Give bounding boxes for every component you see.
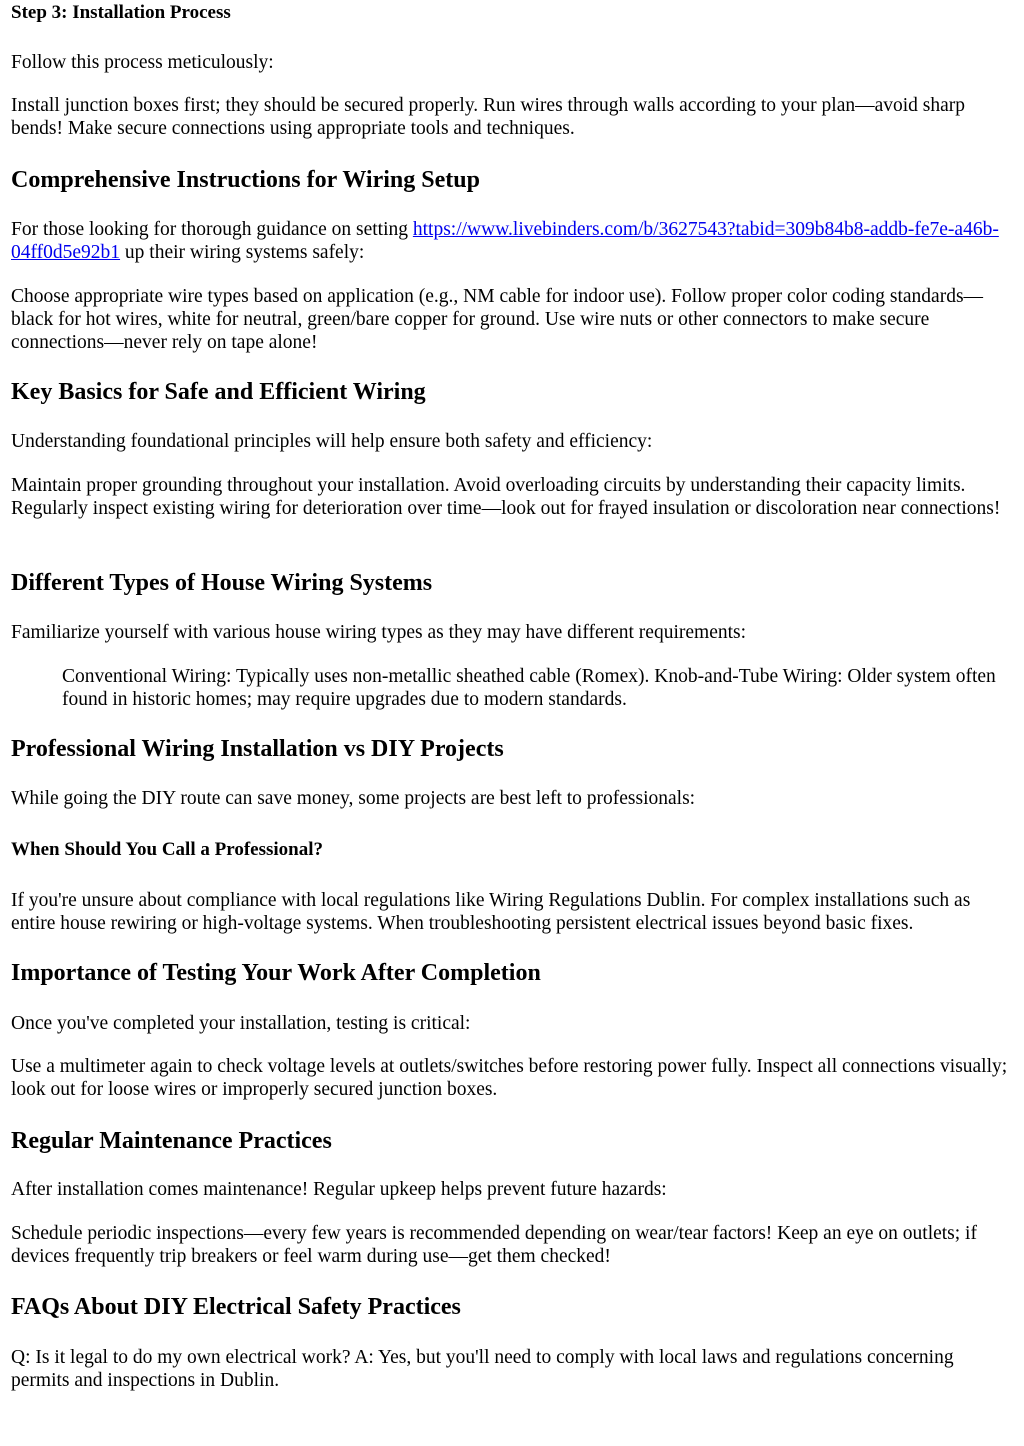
comprehensive-intro-after: up their wiring systems safely: <box>120 242 365 263</box>
types-heading: Different Types of House Wiring Systems <box>11 570 433 596</box>
step3-intro: Follow this process meticulously: <box>11 52 274 73</box>
types-intro: Familiarize yourself with various house wiring types as they may have different requirements: <box>11 622 747 643</box>
types-quote: Conventional Wiring: Typically uses non-metallic sheathed cable (Romex). Knob-and-Tube Wiring: Older system often found in historic homes; may require upgrades due to modern standards. <box>62 666 996 710</box>
professional-subheading: When Should You Call a Professional? <box>11 839 323 860</box>
testing-intro: Once you've completed your installation, testing is critical: <box>11 1013 471 1034</box>
maintenance-body: Schedule periodic inspections—every few years is recommended depending on wear/tear factors! Keep an eye on outlets; if devices frequently trip breakers or feel warm during use—get them checked! <box>11 1223 977 1267</box>
professional-body: If you're unsure about compliance with local regulations like Wiring Regulations Dublin. For complex installations such as entire house rewiring or high-voltage systems. When troubleshooting persistent electrical issues beyond basic fixes. <box>11 890 971 934</box>
comprehensive-intro <box>11 218 1011 264</box>
maintenance-intro: After installation comes maintenance! Regular upkeep helps prevent future hazards: <box>11 1179 667 1200</box>
maintenance-heading: Regular Maintenance Practices <box>11 1128 332 1154</box>
faqs-heading: FAQs About DIY Electrical Safety Practices <box>11 1294 461 1320</box>
step3-heading: Step 3: Installation Process <box>11 2 231 23</box>
key-basics-intro: Understanding foundational principles will help ensure both safety and efficiency: <box>11 431 653 452</box>
testing-body: Use a multimeter again to check voltage levels at outlets/switches before restoring power fully. Inspect all connections visually; look out for loose wires or improperly secured junction boxes. <box>11 1056 1008 1100</box>
testing-heading: Importance of Testing Your Work After Completion <box>11 960 541 986</box>
faqs-body: Q: Is it legal to do my own electrical work? A: Yes, but you'll need to comply with local laws and regulations concerning permits and inspections in Dublin. <box>11 1347 954 1391</box>
step3-body: Install junction boxes first; they should be secured properly. Run wires through walls according to your plan—avoid sharp bends! Make secure connections using appropriate tools and techniques. <box>11 95 966 139</box>
professional-heading: Professional Wiring Installation vs DIY Projects <box>11 736 504 762</box>
key-basics-heading: Key Basics for Safe and Efficient Wiring <box>11 379 426 405</box>
professional-intro: While going the DIY route can save money, some projects are best left to professionals: <box>11 788 696 809</box>
comprehensive-heading: Comprehensive Instructions for Wiring Setup <box>11 167 480 193</box>
key-basics-body: Maintain proper grounding throughout your installation. Avoid overloading circuits by understanding their capacity limits. Regularly inspect existing wiring for deterioration over time—look out for frayed insulation or discoloration near connections! <box>11 475 1001 519</box>
comprehensive-intro-before: For those looking for thorough guidance on setting <box>11 219 413 240</box>
livebinders-link[interactable]: https://www.livebinders.com/b/3627543?tabid=309b84b8-addb-fe7e-a46b-04ff0d5e92b1 <box>11 219 999 263</box>
comprehensive-body: Choose appropriate wire types based on application (e.g., NM cable for indoor use). Follow proper color coding standards—black for hot wires, white for neutral, green/bare copper for ground. Use wire nuts or other connectors to make secure connections—never rely on tape alone! <box>11 286 984 353</box>
